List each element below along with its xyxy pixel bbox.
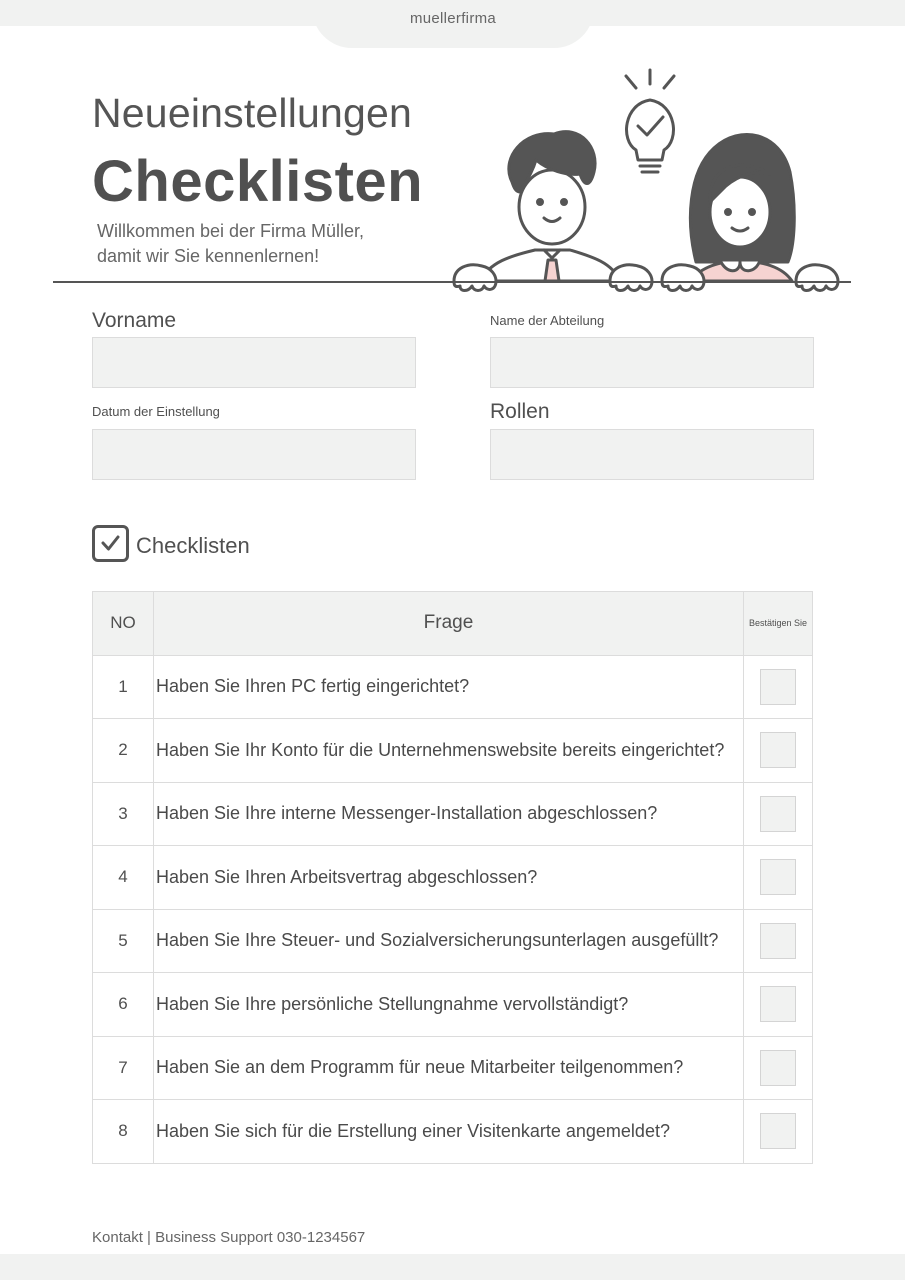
boy-figure — [480, 132, 620, 281]
row-question: Haben Sie Ihren Arbeitsvertrag abgeschlossen? — [154, 846, 744, 910]
checklist-table — [92, 591, 813, 1164]
row-question: Haben Sie an dem Programm für neue Mitarbeiter teilgenommen? — [154, 1036, 744, 1100]
abteilung-label: Name der Abteilung — [490, 313, 605, 328]
welcome-subtitle: Willkommen bei der Firma Müller, damit wir Sie kennenlernen! — [97, 221, 365, 266]
confirm-checkbox[interactable] — [760, 986, 796, 1022]
table-row — [93, 782, 813, 846]
table-row — [93, 655, 813, 719]
row-question: Haben Sie Ihre persönliche Stellungnahme vervollständigt? — [154, 973, 744, 1037]
brand-name: muellerfirma — [409, 9, 497, 27]
table-row — [93, 909, 813, 973]
header-frage: Frage — [154, 592, 744, 656]
confirm-checkbox[interactable] — [760, 923, 796, 959]
header-divider — [53, 281, 851, 283]
row-number: 8 — [93, 1100, 154, 1164]
row-number: 5 — [93, 909, 154, 973]
header-no: NO — [93, 592, 154, 656]
confirm-checkbox[interactable] — [760, 732, 796, 768]
table-row — [93, 973, 813, 1037]
section-title: Checklisten — [136, 533, 250, 558]
mascot-illustration — [440, 62, 855, 298]
abteilung-field[interactable] — [490, 337, 814, 388]
rollen-field[interactable] — [490, 429, 814, 480]
row-number: 3 — [93, 782, 154, 846]
table-row — [93, 1036, 813, 1100]
vorname-label: Vorname — [92, 309, 177, 332]
row-number: 6 — [93, 973, 154, 1037]
page-title-line2: Checklisten — [92, 149, 424, 214]
row-question: Haben Sie Ihre Steuer- und Sozialversicherungsunterlagen ausgefüllt? — [154, 909, 744, 973]
table-row — [93, 719, 813, 783]
girl-figure — [690, 135, 794, 282]
row-question: Haben Sie Ihren PC fertig eingerichtet? — [154, 655, 744, 719]
vorname-field[interactable] — [92, 337, 416, 388]
confirm-checkbox[interactable] — [760, 796, 796, 832]
header-confirm: Bestätigen Sie — [744, 592, 813, 656]
lightbulb-check-icon — [626, 70, 674, 172]
table-row — [93, 1100, 813, 1164]
confirm-checkbox[interactable] — [760, 1113, 796, 1149]
page-title-line1: Neueinstellungen — [92, 90, 413, 136]
row-number: 7 — [93, 1036, 154, 1100]
row-number: 1 — [93, 655, 154, 719]
confirm-checkbox[interactable] — [760, 669, 796, 705]
confirm-checkbox[interactable] — [760, 859, 796, 895]
row-number: 2 — [93, 719, 154, 783]
rollen-label: Rollen — [490, 400, 550, 423]
row-question: Haben Sie Ihre interne Messenger-Installation abgeschlossen? — [154, 782, 744, 846]
checkbox-checked-icon — [92, 525, 129, 562]
bottom-band — [0, 1254, 905, 1280]
row-number: 4 — [93, 846, 154, 910]
row-question: Haben Sie sich für die Erstellung einer Visitenkarte angemeldet? — [154, 1100, 744, 1164]
datum-label: Datum der Einstellung — [92, 404, 220, 419]
footer-contact: Kontakt | Business Support 030-1234567 — [92, 1229, 366, 1246]
confirm-checkbox[interactable] — [760, 1050, 796, 1086]
row-question: Haben Sie Ihr Konto für die Unternehmenswebsite bereits eingerichtet? — [154, 719, 744, 783]
table-header-row — [93, 592, 813, 656]
brand-tab — [312, 0, 594, 48]
datum-field[interactable] — [92, 429, 416, 480]
table-row — [93, 846, 813, 910]
